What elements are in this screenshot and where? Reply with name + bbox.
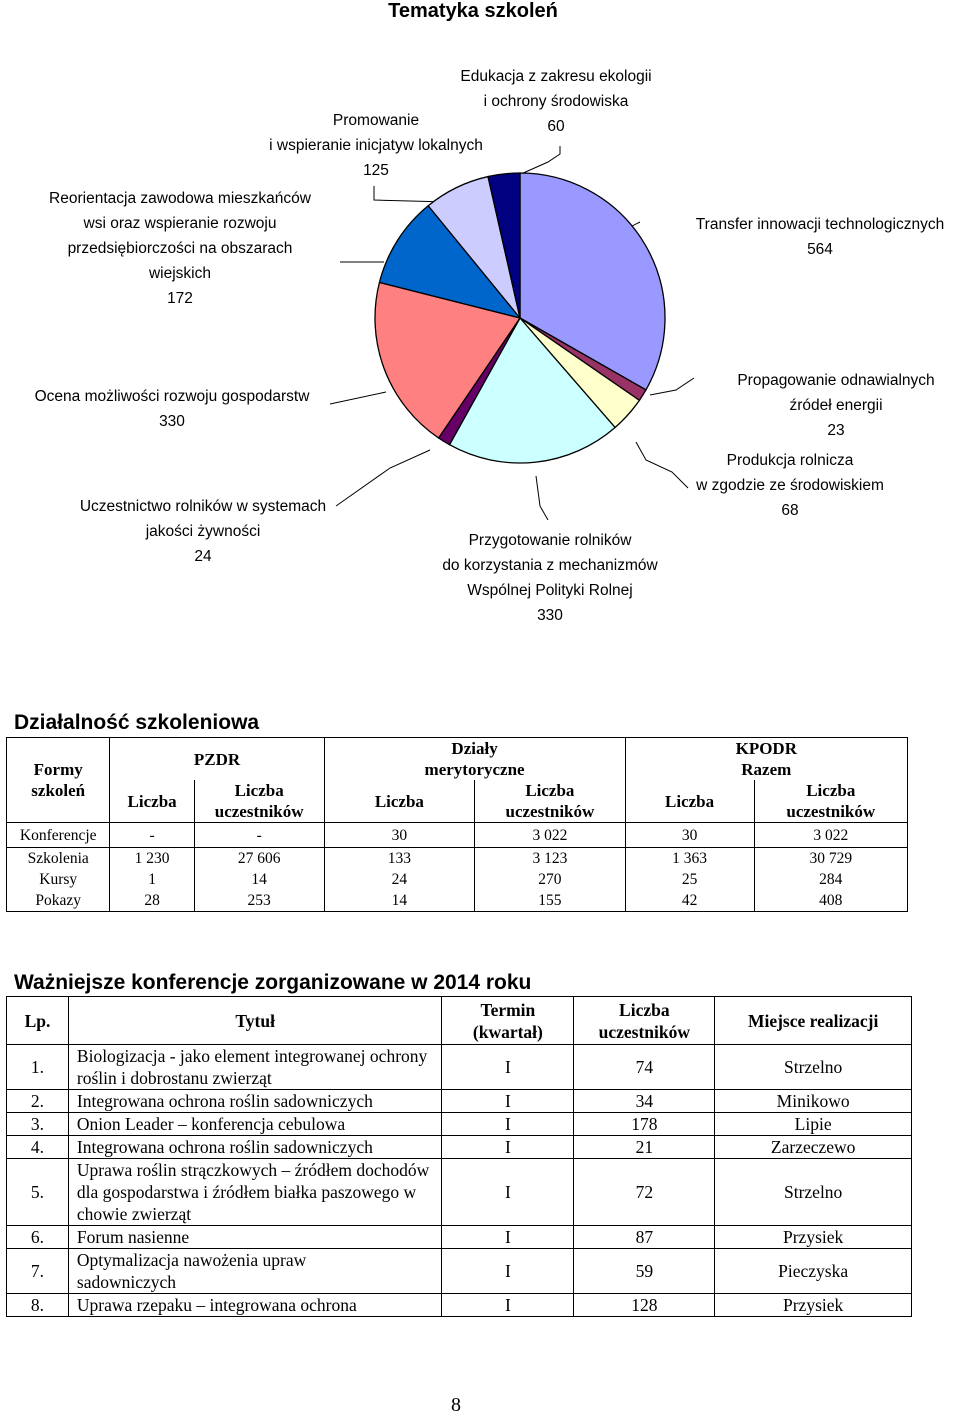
cell-title: Integrowana ochrona roślin sadowniczych (68, 1090, 442, 1113)
cell-lp: 6. (7, 1226, 69, 1249)
label-systemy-jakosci: Uczestnictwo rolników w systemach jakości żywności 24 (79, 498, 327, 565)
cell-dzialy-count: 133 (324, 848, 475, 870)
cell-place: Strzelno (715, 1045, 912, 1090)
activity-header-row (7, 738, 908, 781)
pie-slices (375, 173, 665, 463)
cell-kpodr-participants: 3 022 (754, 823, 907, 848)
table-row (7, 869, 908, 890)
cell-title: Onion Leader – konferencja cebulowa (68, 1113, 442, 1136)
page-number: 8 (451, 1394, 461, 1416)
table-row (7, 1249, 912, 1294)
table-row (7, 1113, 912, 1136)
leader-line-odnawialne-zrodla (650, 378, 694, 395)
cell-place: Minikowo (715, 1090, 912, 1113)
activity-subheader-row (7, 780, 908, 823)
cell-lp: 3. (7, 1113, 69, 1136)
cell-count: 178 (574, 1113, 715, 1136)
label-edukacja-ekologiczna: Edukacja z zakresu ekologii i ochrony środowiska 60 (460, 68, 652, 135)
activity-table (6, 737, 908, 912)
cell-title: Biologizacja - jako element integrowanej ochrony roślin i dobrostanu zwierząt (68, 1045, 442, 1090)
cell-pzdr-participants: 14 (194, 869, 324, 890)
conferences-title: Ważniejsze konferencje zorganizowane w 2014 roku (14, 971, 532, 994)
cell-place: Przysiek (715, 1226, 912, 1249)
label-transfer-innowacji: Transfer innowacji technologicznych 564 (695, 216, 945, 258)
cell-kpodr-count: 1 363 (625, 848, 754, 870)
table-row (7, 823, 908, 848)
cell-lp: 4. (7, 1136, 69, 1159)
cell-pzdr-count: 28 (110, 890, 194, 912)
cell-kpodr-participants: 30 729 (754, 848, 907, 870)
activity-title: Działalność szkoleniowa (14, 711, 260, 734)
conferences-header-row (7, 997, 912, 1045)
table-row (7, 1226, 912, 1249)
cell-lp: 5. (7, 1159, 69, 1226)
cell-pzdr-participants: - (194, 823, 324, 848)
cell-title: Integrowana ochrona roślin sadowniczych (68, 1136, 442, 1159)
header-lp: Lp. (7, 997, 69, 1045)
cell-kpodr-participants: 284 (754, 869, 907, 890)
cell-place: Pieczyska (715, 1249, 912, 1294)
cell-dzialy-count: 14 (324, 890, 475, 912)
table-row (7, 1090, 912, 1113)
table-row (7, 890, 908, 912)
cell-count: 21 (574, 1136, 715, 1159)
cell-pzdr-count: 1 (110, 869, 194, 890)
cell-term: I (442, 1226, 574, 1249)
label-wspolna-polityka-rolna: Przygotowanie rolników do korzystania z mechanizmów Wspólnej Polityki Rolnej 330 (442, 532, 658, 624)
header-termin: Termin (kwartał) (442, 997, 574, 1045)
cell-term: I (442, 1136, 574, 1159)
cell-form: Pokazy (7, 890, 110, 912)
cell-dzialy-participants: 270 (475, 869, 625, 890)
label-ocena-gospodarstw: Ocena możliwości rozwoju gospodarstw 330 (34, 388, 310, 430)
cell-dzialy-participants: 155 (475, 890, 625, 912)
header-liczba-uczestnikow: Liczba uczestników (574, 997, 715, 1045)
cell-lp: 7. (7, 1249, 69, 1294)
cell-title: Uprawa rzepaku – integrowana ochrona (68, 1294, 442, 1317)
label-reorientacja-zawodowa: Reorientacja zawodowa mieszkańców wsi oraz wspieranie rozwoju przedsiębiorczości na obszarach wiejskich 172 (49, 190, 311, 307)
cell-count: 72 (574, 1159, 715, 1226)
cell-term: I (442, 1113, 574, 1136)
header-dzialy: Działy merytoryczne (324, 738, 625, 781)
header-miejsce: Miejsce realizacji (715, 997, 912, 1045)
table-row (7, 1159, 912, 1226)
cell-place: Strzelno (715, 1159, 912, 1226)
cell-place: Lipie (715, 1113, 912, 1136)
cell-lp: 2. (7, 1090, 69, 1113)
cell-pzdr-participants: 27 606 (194, 848, 324, 870)
cell-term: I (442, 1294, 574, 1317)
cell-kpodr-count: 25 (625, 869, 754, 890)
cell-lp: 8. (7, 1294, 69, 1317)
label-produkcja-rolnicza: Produkcja rolnicza w zgodzie ze środowiskiem 68 (696, 452, 884, 519)
leader-line-wspolna-polityka-rolna (536, 476, 548, 520)
cell-term: I (442, 1090, 574, 1113)
label-inicjatywy-lokalne: Promowanie i wspieranie inicjatyw lokalnych 125 (269, 112, 483, 179)
cell-pzdr-count: 1 230 (110, 848, 194, 870)
cell-kpodr-participants: 408 (754, 890, 907, 912)
cell-place: Przysiek (715, 1294, 912, 1317)
cell-form: Konferencje (7, 823, 110, 848)
cell-kpodr-count: 30 (625, 823, 754, 848)
cell-kpodr-count: 42 (625, 890, 754, 912)
table-row (7, 848, 908, 870)
cell-term: I (442, 1249, 574, 1294)
header-dzialy-uczestnikow: Liczba uczestników (475, 780, 625, 823)
cell-form: Kursy (7, 869, 110, 890)
cell-place: Zarzeczewo (715, 1136, 912, 1159)
header-kpodr-uczestnikow: Liczba uczestników (754, 780, 907, 823)
table-row (7, 1045, 912, 1090)
cell-count: 128 (574, 1294, 715, 1317)
cell-dzialy-participants: 3 123 (475, 848, 625, 870)
cell-pzdr-count: - (110, 823, 194, 848)
cell-term: I (442, 1045, 574, 1090)
header-pzdr-uczestnikow: Liczba uczestników (194, 780, 324, 823)
header-dzialy-liczba: Liczba (324, 780, 475, 823)
label-odnawialne-zrodla: Propagowanie odnawialnych źródeł energii 23 (737, 372, 935, 439)
table-row (7, 1136, 912, 1159)
header-pzdr-liczba: Liczba (110, 780, 194, 823)
header-pzdr: PZDR (110, 738, 324, 781)
cell-dzialy-participants: 3 022 (475, 823, 625, 848)
header-tytul: Tytuł (68, 997, 442, 1045)
cell-title: Forum nasienne (68, 1226, 442, 1249)
cell-title: Optymalizacja nawożenia upraw sadowniczych (68, 1249, 442, 1294)
header-kpodr-liczba: Liczba (625, 780, 754, 823)
cell-term: I (442, 1159, 574, 1226)
chart-title: Tematyka szkoleń (388, 0, 558, 22)
leader-line-systemy-jakosci (336, 450, 430, 506)
cell-count: 34 (574, 1090, 715, 1113)
cell-count: 87 (574, 1226, 715, 1249)
cell-pzdr-participants: 253 (194, 890, 324, 912)
cell-title: Uprawa roślin strączkowych – źródłem dochodów dla gospodarstwa i źródłem białka paszowego w chowie zwierząt (68, 1159, 442, 1226)
header-forms: Formy szkoleń (7, 738, 110, 823)
cell-count: 74 (574, 1045, 715, 1090)
cell-dzialy-count: 24 (324, 869, 475, 890)
cell-dzialy-count: 30 (324, 823, 475, 848)
leader-line-ocena-gospodarstw (330, 392, 386, 404)
conferences-table (6, 996, 912, 1317)
cell-lp: 1. (7, 1045, 69, 1090)
header-kpodr: KPODR Razem (625, 738, 907, 781)
cell-form: Szkolenia (7, 848, 110, 870)
cell-count: 59 (574, 1249, 715, 1294)
table-row (7, 1294, 912, 1317)
